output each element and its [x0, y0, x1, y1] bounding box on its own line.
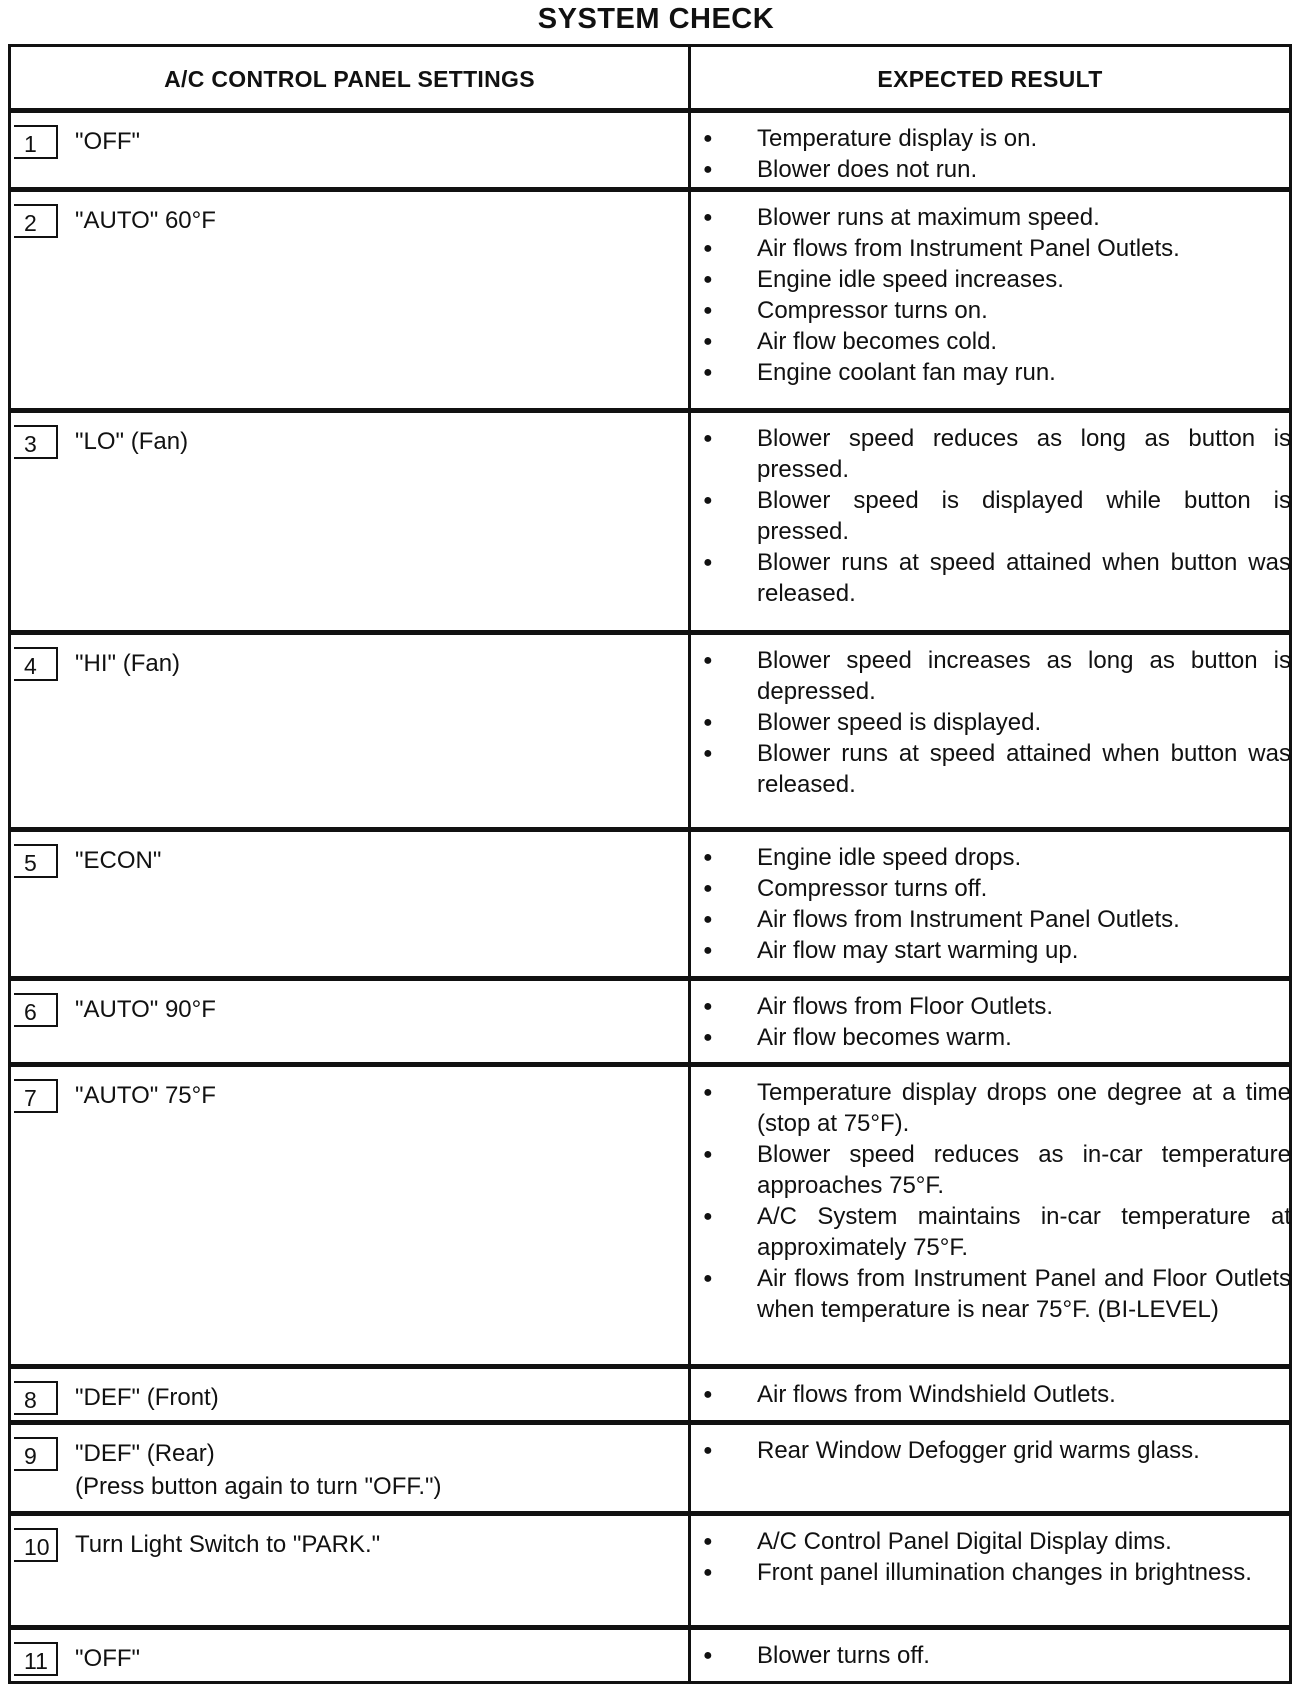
control-setting	[75, 125, 675, 158]
expected-results-list	[703, 1379, 1291, 1410]
table-row	[11, 1630, 1289, 1681]
control-setting	[75, 993, 675, 1026]
expected-result-item: ● Blower runs at maximum speed.	[703, 202, 1291, 233]
expected-result-item: ● Engine coolant fan may run.	[703, 357, 1291, 388]
setting-label: "AUTO" 75°F	[75, 1082, 216, 1109]
header-settings: A/C CONTROL PANEL SETTINGS	[164, 66, 535, 92]
step-number: 7	[14, 1079, 58, 1113]
expected-result-item: ● Air flows from Windshield Outlets.	[703, 1379, 1291, 1410]
control-setting	[75, 1437, 675, 1503]
expected-result-item: ● Blower runs at speed attained when button was released.	[703, 547, 1291, 609]
expected-result-item: ● A/C System maintains in-car temperature at approximately 75°F.	[703, 1201, 1291, 1263]
expected-result-item: ● Air flows from Floor Outlets.	[703, 991, 1291, 1022]
table-row	[11, 635, 1289, 832]
expected-result-item: ● Blower speed reduces as in-car temperature approaches 75°F.	[703, 1139, 1291, 1201]
expected-results-list	[703, 123, 1291, 185]
control-setting	[75, 1079, 675, 1112]
control-setting	[75, 425, 675, 458]
control-setting	[75, 844, 675, 877]
expected-results-list	[703, 842, 1291, 966]
table-header-row	[11, 47, 1289, 113]
setting-label: "ECON"	[75, 847, 162, 874]
table-row	[11, 832, 1289, 981]
expected-result-item: ● Blower speed is displayed while button is pressed.	[703, 485, 1291, 547]
expected-results-list	[703, 1640, 1291, 1671]
setting-label: "DEF" (Rear)	[75, 1440, 215, 1467]
expected-results-list	[703, 991, 1291, 1053]
control-setting	[75, 1642, 675, 1675]
expected-result-item: ● Air flow becomes warm.	[703, 1022, 1291, 1053]
step-number: 9	[14, 1437, 58, 1471]
expected-result-item: ● Compressor turns on.	[703, 295, 1291, 326]
setting-label: Turn Light Switch to "PARK."	[75, 1531, 381, 1558]
expected-results-list	[703, 202, 1291, 388]
expected-result-item: ● Blower turns off.	[703, 1640, 1291, 1671]
table-row	[11, 1369, 1289, 1425]
expected-results-list	[703, 1526, 1291, 1588]
table-row	[11, 192, 1289, 413]
page-title: SYSTEM CHECK	[537, 3, 775, 35]
expected-result-item: ● Engine idle speed increases.	[703, 264, 1291, 295]
control-setting	[75, 647, 675, 680]
setting-note: (Press button again to turn "OFF.")	[75, 1473, 442, 1500]
setting-label: "AUTO" 60°F	[75, 207, 216, 234]
expected-result-item: ● A/C Control Panel Digital Display dims.	[703, 1526, 1291, 1557]
system-check-table	[8, 44, 1292, 1684]
step-number: 10	[14, 1528, 58, 1562]
table-row	[11, 413, 1289, 635]
expected-result-item: ● Blower runs at speed attained when button was released.	[703, 738, 1291, 800]
expected-result-item: ● Engine idle speed drops.	[703, 842, 1291, 873]
setting-label: "OFF"	[75, 128, 141, 155]
setting-label: "DEF" (Front)	[75, 1384, 219, 1411]
step-number: 4	[14, 647, 58, 681]
control-setting	[75, 204, 675, 237]
step-number: 5	[14, 844, 58, 878]
setting-label: "OFF"	[75, 1645, 141, 1672]
table-row	[11, 981, 1289, 1067]
expected-result-item: ● Air flows from Instrument Panel Outlets.	[703, 904, 1291, 935]
step-number: 6	[14, 993, 58, 1027]
step-number: 11	[14, 1642, 58, 1676]
table-row	[11, 1067, 1289, 1369]
expected-result-item: ● Air flow may start warming up.	[703, 935, 1291, 966]
expected-result-item: ● Temperature display drops one degree at a time (stop at 75°F).	[703, 1077, 1291, 1139]
step-number: 1	[14, 125, 58, 159]
expected-results-list	[703, 1435, 1291, 1466]
step-number: 3	[14, 425, 58, 459]
setting-label: "LO" (Fan)	[75, 428, 189, 455]
expected-results-list	[703, 1077, 1291, 1325]
expected-result-item: ● Blower speed reduces as long as button is pressed.	[703, 423, 1291, 485]
expected-results-list	[703, 645, 1291, 800]
step-number: 2	[14, 204, 58, 238]
expected-results-list	[703, 423, 1291, 609]
control-setting	[75, 1381, 675, 1414]
expected-result-item: ● Compressor turns off.	[703, 873, 1291, 904]
expected-result-item: ● Blower speed increases as long as button is depressed.	[703, 645, 1291, 707]
expected-result-item: ● Temperature display is on.	[703, 123, 1291, 154]
setting-label: "AUTO" 90°F	[75, 996, 216, 1023]
setting-label: "HI" (Fan)	[75, 650, 181, 677]
step-number: 8	[14, 1381, 58, 1415]
table-row	[11, 1516, 1289, 1630]
header-expected-result: EXPECTED RESULT	[877, 66, 1103, 92]
table-row	[11, 113, 1289, 192]
table-row	[11, 1425, 1289, 1516]
expected-result-item: ● Air flows from Instrument Panel and Floor Outlets when temperature is near 75°F. (BI-LEVEL)	[703, 1263, 1291, 1325]
control-setting	[75, 1528, 675, 1561]
expected-result-item: ● Front panel illumination changes in brightness.	[703, 1557, 1291, 1588]
expected-result-item: ● Rear Window Defogger grid warms glass.	[703, 1435, 1291, 1466]
expected-result-item: ● Air flow becomes cold.	[703, 326, 1291, 357]
expected-result-item: ● Blower does not run.	[703, 154, 1291, 185]
expected-result-item: ● Blower speed is displayed.	[703, 707, 1291, 738]
expected-result-item: ● Air flows from Instrument Panel Outlets.	[703, 233, 1291, 264]
